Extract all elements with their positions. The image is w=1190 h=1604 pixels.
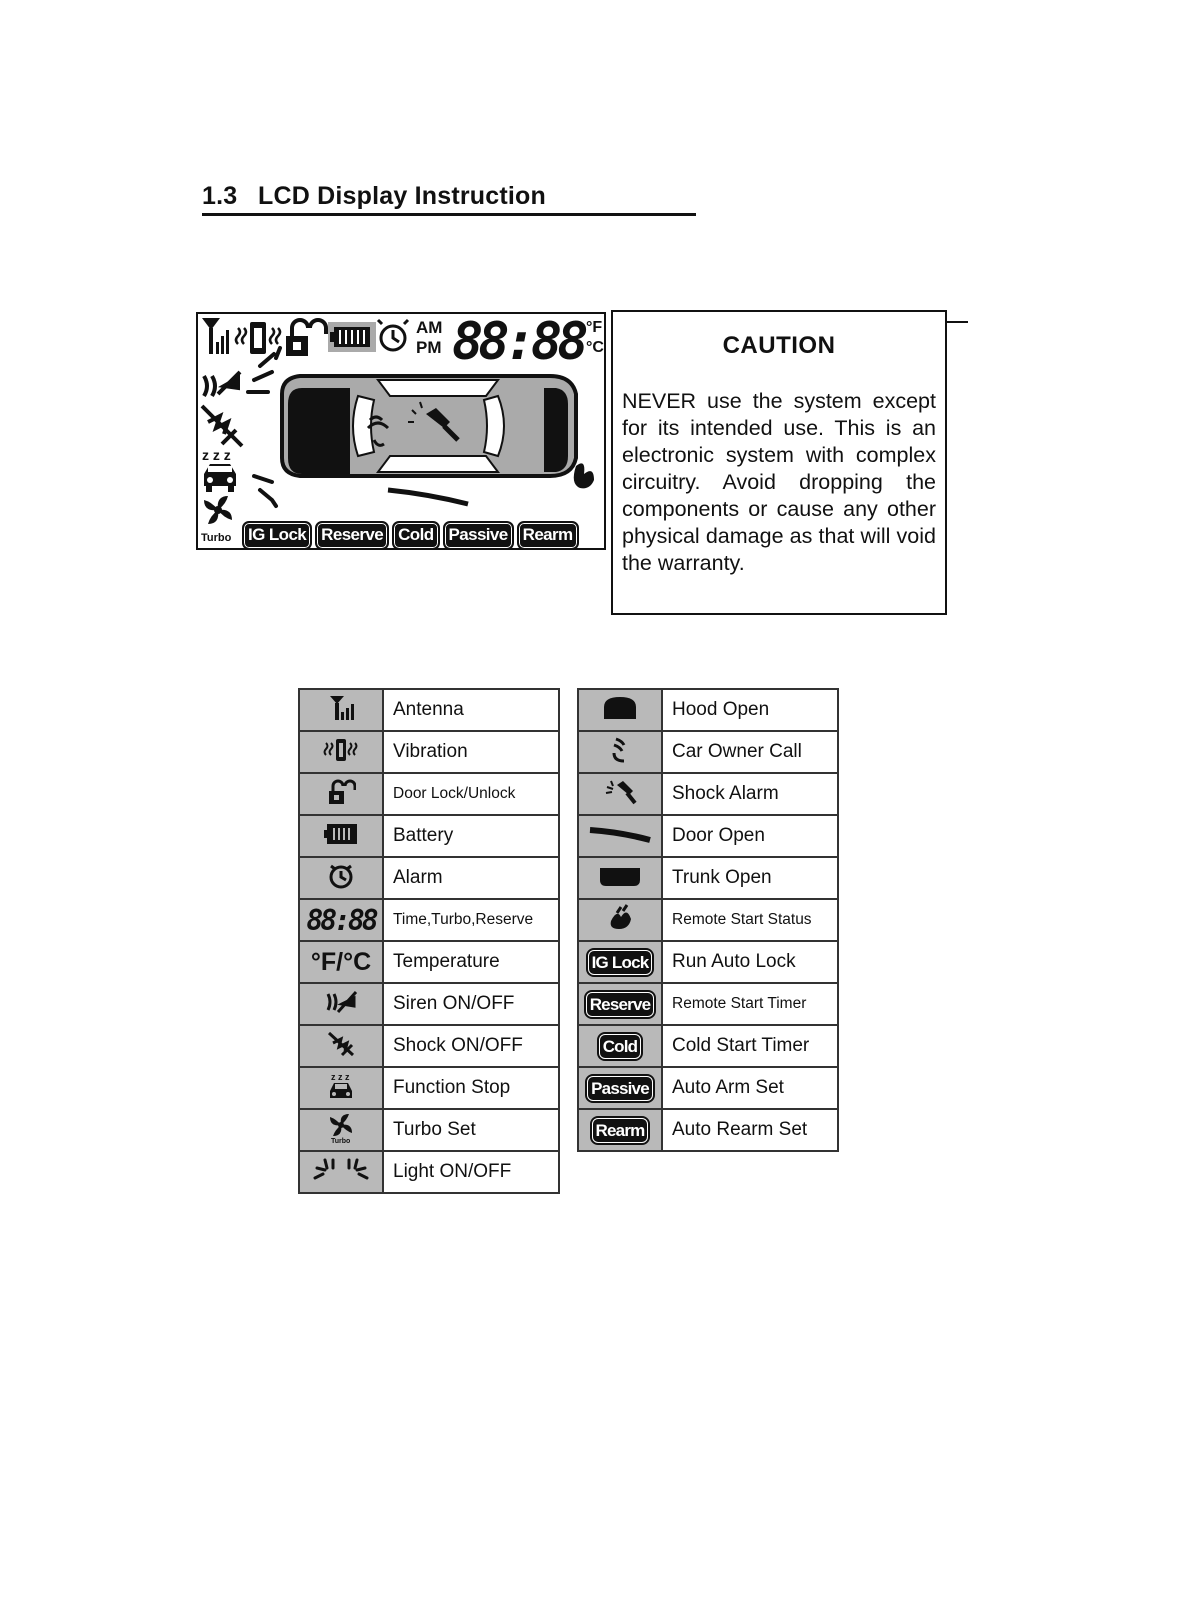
- legend-row: [578, 731, 838, 773]
- lcd-mode-indicators: [242, 521, 579, 550]
- ig-lock-icon: [578, 941, 662, 983]
- legend-row: [299, 815, 559, 857]
- legend-label: Auto Rearm Set: [662, 1109, 838, 1151]
- shock-icon: [202, 406, 242, 446]
- legend-label: Auto Arm Set: [662, 1067, 838, 1109]
- legend-row: [578, 689, 838, 731]
- light-icon: [248, 348, 280, 506]
- shock-alarm-icon: [578, 773, 662, 815]
- temperature-unit-text: °F/°C: [310, 947, 372, 976]
- legend-label: Temperature: [383, 941, 559, 983]
- unit-f: °F: [586, 319, 603, 336]
- legend-row: [578, 815, 838, 857]
- legend-row: [299, 941, 559, 983]
- legend-label: Siren ON/OFF: [383, 983, 559, 1025]
- door-lock-icon: [299, 773, 383, 815]
- ig-lock-text: IG Lock: [588, 950, 653, 975]
- door-open-icon: [578, 815, 662, 857]
- legend-label: Door Lock/Unlock: [383, 773, 559, 815]
- caution-body: NEVER use the system except for its intended use. This is an electronic system with complex circuitry. Avoid dropping the components or cause any other physical damage as that will void the warranty.: [622, 389, 936, 575]
- function-stop-icon: [299, 1067, 383, 1109]
- legend-row: [578, 1109, 838, 1151]
- pm-label: PM: [416, 338, 442, 357]
- legend-label: Hood Open: [662, 689, 838, 731]
- legend-label: Shock Alarm: [662, 773, 838, 815]
- cold-text: Cold: [599, 1034, 642, 1059]
- legend-row: [299, 773, 559, 815]
- vibration-icon: [236, 322, 280, 354]
- legend-row: [578, 983, 838, 1025]
- legend-row: [578, 1025, 838, 1067]
- rearm-text: Rearm: [592, 1118, 649, 1143]
- section-title: LCD Display Instruction: [258, 182, 546, 210]
- door-lock-icon: [286, 320, 326, 356]
- am-pm-indicator: [416, 318, 442, 358]
- battery-icon: [328, 322, 376, 352]
- section-number: 1.3: [202, 182, 238, 210]
- caution-title: CAUTION: [722, 332, 836, 359]
- alarm-clock-icon: [299, 857, 383, 899]
- legend-label: Cold Start Timer: [662, 1025, 838, 1067]
- cold-icon: [578, 1025, 662, 1067]
- trunk-open-icon: [578, 857, 662, 899]
- am-label: AM: [416, 318, 443, 337]
- car-owner-call-icon: [578, 731, 662, 773]
- legend-label: Car Owner Call: [662, 731, 838, 773]
- svg-text:z z z: z z z: [202, 447, 231, 463]
- legend-label: Remote Start Status: [662, 899, 838, 941]
- battery-icon: [299, 815, 383, 857]
- remote-start-status-icon: [578, 899, 662, 941]
- legend-row: [578, 857, 838, 899]
- time-digits-icon: [299, 899, 383, 941]
- hood-open-icon: [578, 689, 662, 731]
- legend-row: [299, 1109, 559, 1151]
- legend-label: Shock ON/OFF: [383, 1025, 559, 1067]
- legend-table-right: [577, 688, 839, 1152]
- legend-label: Remote Start Timer: [662, 983, 838, 1025]
- legend-row: [299, 1025, 559, 1067]
- legend-row: [299, 1067, 559, 1109]
- legend-label: Antenna: [383, 689, 559, 731]
- box-edge-mark: [946, 321, 968, 323]
- passive-text: Passive: [587, 1076, 653, 1101]
- svg-text:Turbo: Turbo: [331, 1137, 351, 1144]
- turbo-icon: [204, 496, 232, 524]
- turbo-icon: [299, 1109, 383, 1151]
- legend-table-left: [298, 688, 560, 1194]
- car-illustration: [282, 376, 594, 504]
- legend-row: [578, 899, 838, 941]
- shock-icon: [299, 1025, 383, 1067]
- legend-row: [578, 1067, 838, 1109]
- legend-row: [299, 899, 559, 941]
- turbo-label: Turbo: [201, 532, 232, 544]
- temperature-unit-icon: [299, 941, 383, 983]
- legend-label: Function Stop: [383, 1067, 559, 1109]
- legend-row: [578, 773, 838, 815]
- rearm-icon: [578, 1109, 662, 1151]
- function-stop-icon: [202, 447, 236, 492]
- passive-indicator: Passive: [443, 521, 514, 550]
- legend-label: Run Auto Lock: [662, 941, 838, 983]
- alarm-clock-icon: [378, 320, 408, 350]
- legend-row: [578, 941, 838, 983]
- passive-icon: [578, 1067, 662, 1109]
- lcd-time-digits: 88:88: [452, 312, 584, 372]
- caution-box: [611, 310, 947, 615]
- cold-indicator: Cold: [392, 521, 439, 550]
- reserve-text: Reserve: [586, 992, 655, 1017]
- legend-row: [299, 1151, 559, 1193]
- temperature-units: [586, 318, 604, 358]
- legend-row: [299, 731, 559, 773]
- siren-icon: [204, 372, 240, 396]
- reserve-indicator: Reserve: [315, 521, 389, 550]
- legend-label: Door Open: [662, 815, 838, 857]
- legend-row: [299, 983, 559, 1025]
- legend-label: Time,Turbo,Reserve: [383, 899, 559, 941]
- antenna-icon: [299, 689, 383, 731]
- time-digits-text: 88:88: [306, 903, 376, 937]
- legend-label: Alarm: [383, 857, 559, 899]
- svg-text:z z z: z z z: [331, 1071, 350, 1082]
- legend-label: Vibration: [383, 731, 559, 773]
- rearm-indicator: Rearm: [517, 521, 579, 550]
- legend-row: [299, 857, 559, 899]
- vibration-icon: [299, 731, 383, 773]
- ig-lock-indicator: IG Lock: [242, 521, 312, 550]
- antenna-icon: [202, 318, 229, 354]
- reserve-icon: [578, 983, 662, 1025]
- lcd-display-illustration: [196, 312, 606, 550]
- legend-label: Light ON/OFF: [383, 1151, 559, 1193]
- legend-row: [299, 689, 559, 731]
- siren-icon: [299, 983, 383, 1025]
- section-heading: [202, 182, 696, 216]
- legend-label: Trunk Open: [662, 857, 838, 899]
- unit-c: °C: [586, 339, 604, 356]
- legend-label: Turbo Set: [383, 1109, 559, 1151]
- legend-label: Battery: [383, 815, 559, 857]
- light-icon: [299, 1151, 383, 1193]
